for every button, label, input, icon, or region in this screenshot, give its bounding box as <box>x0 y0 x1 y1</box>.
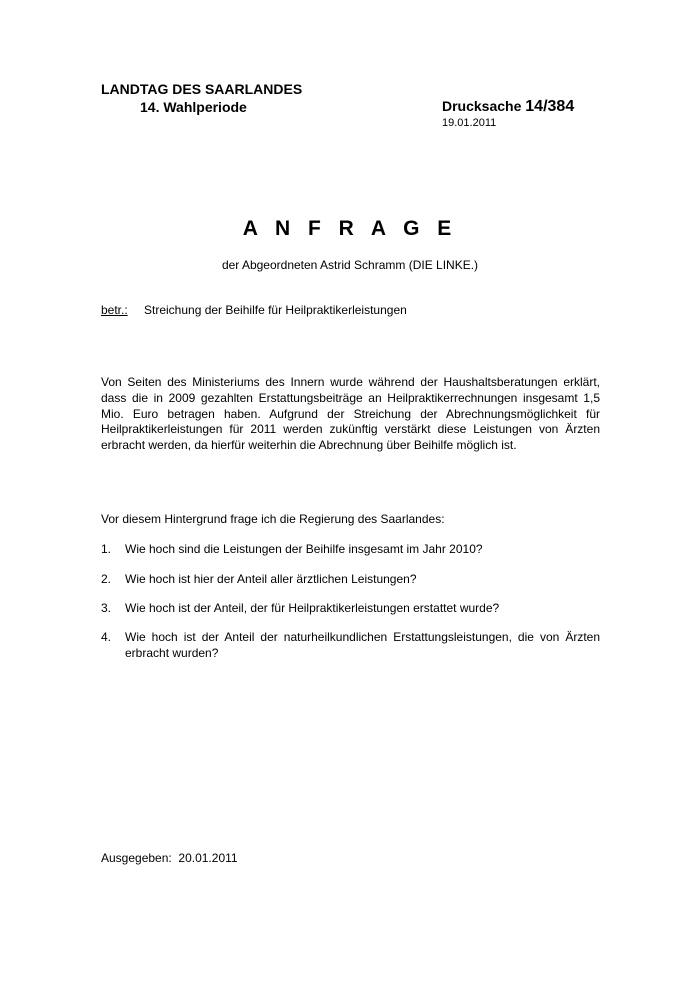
question-item <box>101 572 600 588</box>
drucksache-number <box>442 98 574 116</box>
subject-text: Streichung der Beihilfe für Heilpraktikerleistungen <box>144 303 407 317</box>
question-text: Wie hoch ist hier der Anteil aller ärztlichen Leistungen? <box>125 572 417 586</box>
question-text: Wie hoch sind die Leistungen der Beihilfe insgesamt im Jahr 2010? <box>125 542 483 556</box>
parliament-name: LANDTAG DES SAARLANDES <box>101 81 303 97</box>
issued-label: Ausgegeben: <box>101 851 172 865</box>
drucksache-value: 14/384 <box>525 98 575 115</box>
author-line: der Abgeordneten Astrid Schramm (DIE LINKE.) <box>221 258 479 272</box>
question-number: 2. <box>101 572 112 586</box>
body-paragraph: Von Seiten des Ministeriums des Innern wurde während der Haushaltsberatungen erklärt, dass die in 2009 gezahlten Erstattungsbeiträge an Heilpraktikerrechnungen insgesamt 1,5 Mio. Euro betragen haben. Aufgrund der Streichung der Abrechnungsmöglichkeit für Heilpraktikerleistungen für 2011 werden zukünftig verstärkt diese Leistungen von Ärzten erbracht werden, da hierfür weiterhin die Abrechnung über Beihilfe möglich ist. <box>101 375 600 453</box>
question-number: 1. <box>101 542 112 556</box>
legislative-period: 14. Wahlperiode <box>140 99 247 115</box>
question-number: 3. <box>101 601 112 615</box>
document-date: 19.01.2011 <box>442 117 497 129</box>
subject-label: betr.: <box>101 303 128 317</box>
questions-intro: Vor diesem Hintergrund frage ich die Regierung des Saarlandes: <box>101 512 445 526</box>
question-text: Wie hoch ist der Anteil, der für Heilpraktikerleistungen erstattet wurde? <box>125 601 500 615</box>
issued-value: 20.01.2011 <box>178 851 238 865</box>
document-type-title: A N F R A G E <box>242 217 458 240</box>
drucksache-label: Drucksache <box>442 98 522 114</box>
question-text: Wie hoch ist der Anteil der naturheilkundlichen Erstattungsleistungen, die von Ärzten erbracht wurden? <box>125 630 600 660</box>
issued-date <box>101 851 238 865</box>
question-item <box>101 630 600 662</box>
question-number: 4. <box>101 630 112 644</box>
question-item <box>101 542 600 558</box>
question-item <box>101 601 600 617</box>
